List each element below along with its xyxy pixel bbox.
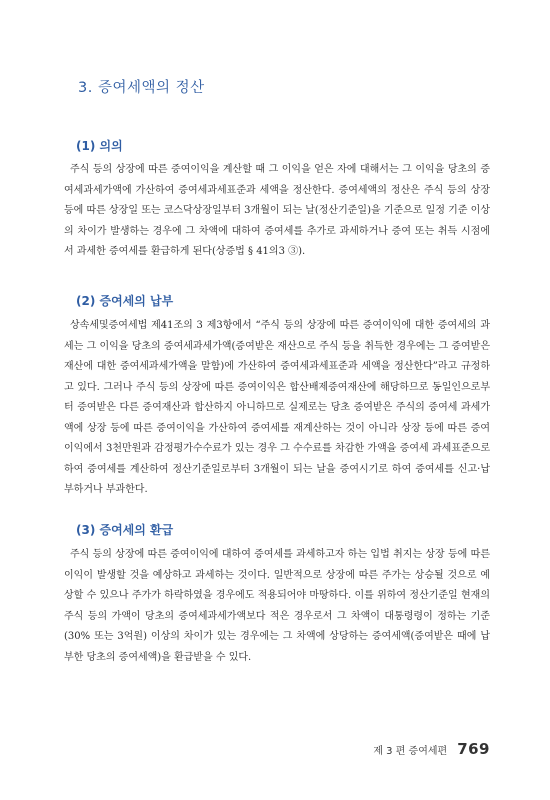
paragraph-payment: 상속세및증여세법 제41조의 3 제3항에서 “주식 등의 상장에 따른 증여이익에 대한 증여세의 과세는 그 이익을 당초의 증여세과세가액(증여받은 재산으로 주식 등을 취득한 경우에는 그 증여받은 재산에 대한 증여세과세가액을 말함)에 가산하여 증여세과세표준과 세액을 정산한다”라고 규정하고 있다. 그러나 주식 등의 상장에 따른 증여이익은 합산배제증여재산에 해당하므로 동일인으로부터 증여받은 다른 증여재산과 합산하지 아니하므로 실제로는 당초 증여받은 주식의 증여세 과세가액에 상장 등에 따른 증여이익을 가산하여 증여세를 재계산하는 것이 아니라 상장 등에 따른 증여이익에서 3천만원과 감정평가수수료가 있는 경우 그 수수료를 차감한 가액을 증여세 과세표준으로 하여 증여세를 계산하여 정산기준일로부터 3개월이 되는 날을 증여시기로 하여 증여세를 신고·납부하거나 부과한다.	[64, 320, 490, 495]
footer-part-label: 제 3 편 증여세편	[373, 745, 448, 757]
subsection-heading-purpose: (1) 의의	[76, 139, 123, 153]
section-title: 3. 증여세액의 정산	[78, 80, 205, 96]
subsection-heading-refund: (3) 증여세의 환급	[76, 523, 174, 537]
paragraph-purpose: 주식 등의 상장에 따른 증여이익을 계산할 때 그 이익을 얻은 자에 대해서는 그 이익을 당초의 증여세과세가액에 가산하여 증여세과세표준과 세액을 정산한다. 증여세액의 정산은 주식 등의 상장 등에 따른 상장일 또는 코스닥상장일부터 3개월이 되는 날(정산기준일)을 기준으로 일정 기준 이상의 차이가 발생하는 경우에 그 차액에 대하여 증여세를 추가로 과세하거나 증여 또는 취득 시점에서 과세한 증여세를 환급하게 된다(상증법 § 41의3 ③).	[64, 164, 490, 257]
subsection-heading-payment: (2) 증여세의 납부	[76, 294, 174, 308]
page-footer	[340, 740, 490, 758]
page-number: 769	[457, 740, 490, 758]
paragraph-refund: 주식 등의 상장에 따른 증여이익에 대하여 증여세를 과세하고자 하는 입법 취지는 상장 등에 따른 이익이 발생할 것을 예상하고 과세하는 것이다. 일반적으로 상장에 따른 주가는 상승될 것으로 예상할 수 있으나 주가가 하락하였을 경우에도 적용되어야 마땅하다. 이를 위하여 정산기준일 현재의 주식 등의 가액이 당초의 증여세과세가액보다 적은 경우로서 그 차액이 대통령령이 정하는 기준(30% 또는 3억원) 이상의 차이가 있는 경우에는 그 차액에 상당하는 증여세액(증여받은 때에 납부한 당초의 증여세액)을 환급받을 수 있다.	[64, 549, 490, 663]
